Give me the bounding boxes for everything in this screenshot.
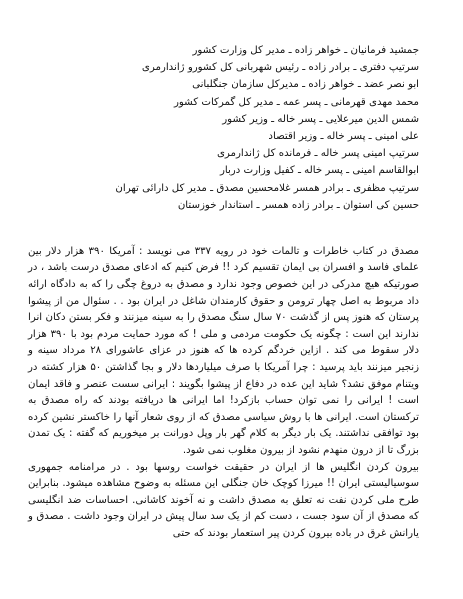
list-item: سرتیپ مظفری ـ برادر همسر غلامحسین مصدق ـ مدیر کل دارائی تهران [115,182,419,194]
list-item: حسین کی استوان ـ برادر زاده همسر ـ استاندار خوزستان [177,199,419,211]
list-item: محمد مهدی قهرمانی ـ پسر عمه ـ مدیر کل گمرکات کشور [174,96,419,108]
paragraph: بیرون کردن انگلیس ها از ایران در حقیقت خواست روسها بود . در مرامنامه جمهوری سوسیالیستی ایران !! میرزا کوچک خان جنگلی این مسئله به وضوح مشاهده میشود. بنابراین طرح ملی کردن نفت نه تعلق به مصدق داشت و نه آخوند کاشانی. احساسات ضد انگلیسی که مصدق از آن سود جست ، دست کم از یک سد سال پیش در ایران وجود داشت . مصدق و یارانش غرق در باده بیرون کردن پیر استعمار بودند که حتی [28,461,419,539]
list-item: ابو نصر عضد ـ خواهر زاده ـ مدیرکل سازمان جنگلبانی [192,79,419,91]
list-item: سرتیپ امینی پسر خاله ـ فرمانده کل ژاندارمری [216,148,419,160]
relatives-list [28,42,419,214]
list-item: علی امینی ـ پسر خاله ـ وزیر اقتصاد [268,130,419,142]
list-item: ابوالقاسم امینی ـ پسر خاله ـ کفیل وزارت دربار [219,165,419,177]
paragraph: مصدق در کتاب خاطرات و تالمات خود در رویه ۳۳۷ می نویسد : آمریکا ۳۹۰ هزار دلار بین علمای فاسد و افسران بی ایمان تقسیم کرد !! فرض کنیم که ادعای مصدق درست باشد ، در صورتیکه هیچ مدرکی در این خصوص وجود ندارد و مصدق به دروغ چگی را که به دادگاه ارائه داد مربوط به اصل چهار ترومن و حقوق کارمندان شاغل در ایران بود . . سئوال من از پیشوا پرستان که هنوز پس از گذشت ۷۰ سال سنگ مصدق را به سینه میزنند و فکر بستن دکان انرا ندارند این است : چگونه یک حکومت مردمی و ملی ! که مورد حمایت مردم بود با ۳۹۰ هزار دلار سقوط می کند . ازاین خردگم کرده ها که هنوز در عزای عاشورای ۲۸ مرداد سینه و زنجیر میزنند باید پرسید : چرا آمریکا با صرف میلیاردها دلار و بجا گذاشتن ۵۰ هزار کشته در ویتنام موفق نشد؟ شاید این عده در دفاع از پیشوا بگویند : ایرانی سست عنصر و فاقد ایمان است ! ایرانی را نمی توان حساب بازکرد! اما ایرانی ها دریافته بودند که راه مصدق به ترکستان است. ایرانی ها با روش سیاسی مصدق که از روی شعار آنها را خاکستر نشین کرده بود توافقی نداشتند. یک بار دیگر به کلام گهر بار وپل دورانت بر میخوریم که گفته : یک تمدن بزرگ تا از درون منهدم نشود از بیرون مغلوب نمی شود. [28,245,420,456]
list-item: شمس الدین میرعلایی ـ پسر خاله ـ وزیر کشور [222,113,419,125]
list-item: جمشید فرمانیان ـ خواهر زاده ـ مدیر کل وزارت کشور [192,45,419,56]
spacer [28,214,419,244]
list-item: سرتیپ دفتری ـ برادر زاده ـ رئیس شهربانی کل کشورو ژاندارمری [141,62,419,74]
